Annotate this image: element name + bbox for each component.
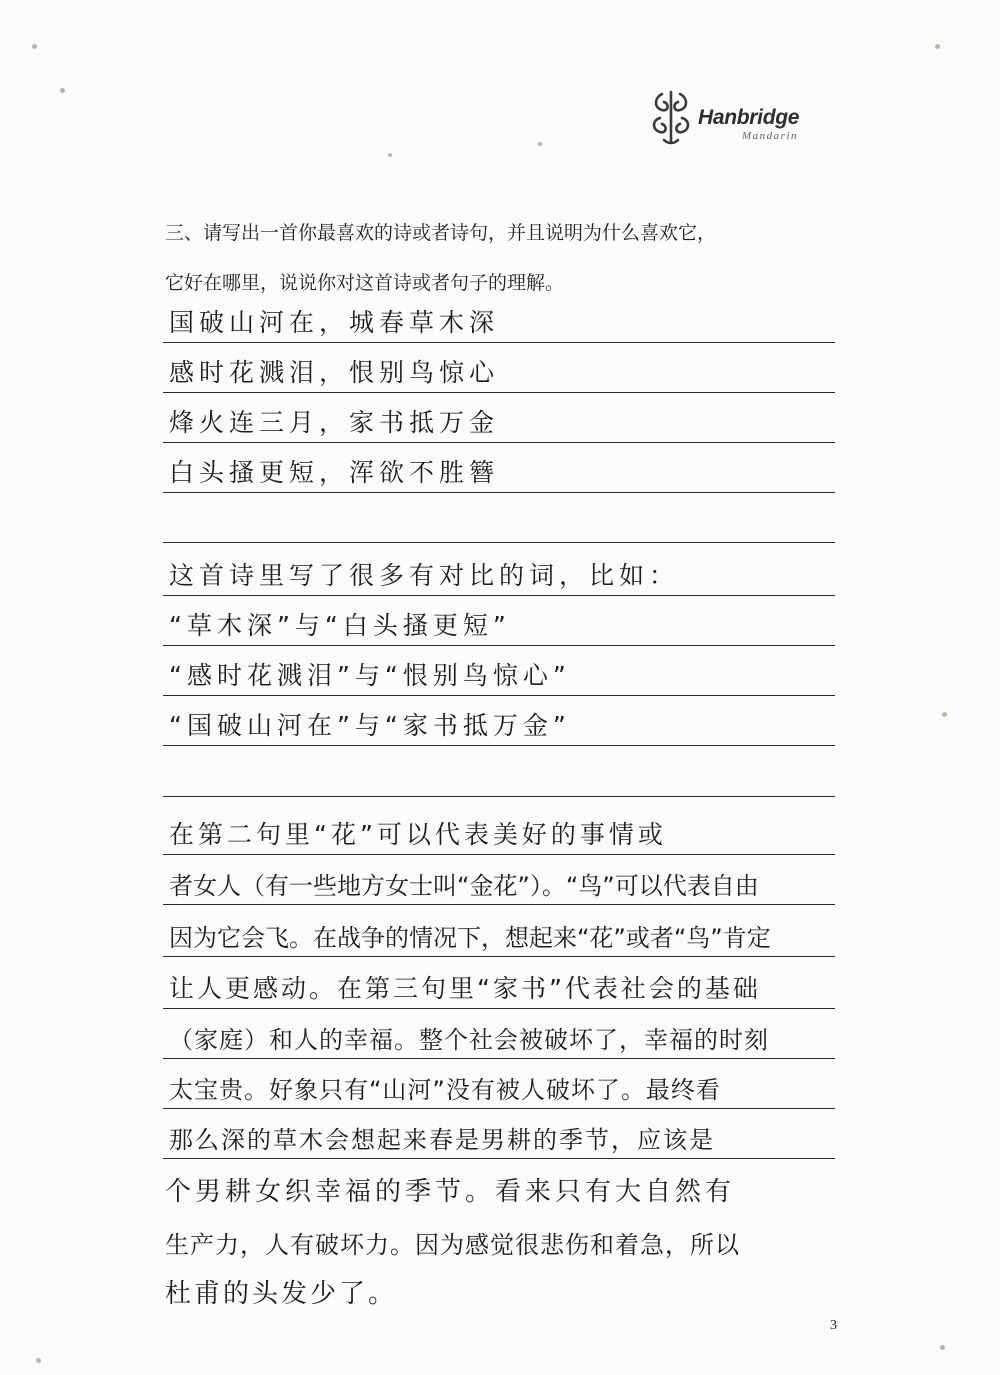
contrast-text: “草木深”与“白头搔更短” (169, 611, 511, 640)
note-line (163, 1170, 835, 1214)
essay-line (163, 810, 835, 855)
contrast-line (163, 701, 835, 746)
hanbridge-logo (648, 88, 828, 148)
question-line-2: 它好在哪里，说说你对这首诗或者句子的理解。 (165, 272, 565, 294)
page-number: 3 (830, 1318, 837, 1333)
note-text: 杜甫的头发少了。 (165, 1279, 398, 1309)
dust-speck (935, 44, 940, 49)
dust-speck (388, 153, 392, 157)
poem-line (163, 348, 835, 393)
dust-speck (36, 1358, 41, 1363)
contrast-line (163, 651, 835, 696)
brand-subtitle: Mandarin (742, 130, 798, 142)
contrast-line (163, 551, 835, 596)
poem-line (163, 398, 835, 443)
contrast-text: 这首诗里写了很多有对比的词，比如： (169, 561, 680, 590)
essay-text: 太宝贵。好象只有“山河”没有被人破坏了。最终看 (169, 1076, 721, 1104)
essay-line (163, 912, 835, 957)
contrast-text: “国破山河在”与“家书抵万金” (169, 711, 571, 740)
note-line (163, 1222, 835, 1266)
essay-line (163, 1114, 835, 1159)
poem-text: 感时花溅泪，恨别鸟惊心 (169, 358, 500, 387)
question-line-1: 三、请写出一首你最喜欢的诗或者诗句，并且说明为什么喜欢它， (165, 222, 717, 244)
blank-line (163, 498, 835, 543)
note-line (163, 1272, 835, 1316)
dust-speck (538, 142, 542, 146)
brand-name: Hanbridge (698, 106, 800, 129)
note-text: 个男耕女织幸福的季节。看来只有大自然有 (165, 1177, 736, 1207)
poem-text: 国破山河在，城春草木深 (169, 308, 500, 337)
dust-speck (60, 88, 65, 93)
ornament-icon (648, 88, 694, 146)
contrast-text: “感时花溅泪”与“恨别鸟惊心” (169, 661, 571, 690)
essay-text: 在第二句里“花”可以代表美好的事情或 (169, 820, 667, 849)
poem-line (163, 448, 835, 493)
dust-speck (32, 44, 37, 49)
blank-line (163, 752, 835, 797)
essay-text: 者女人（有一些地方女士叫“金花”）。“鸟”可以代表自由 (169, 872, 759, 900)
poem-text: 白头搔更短，浑欲不胜簪 (169, 458, 500, 487)
contrast-line (163, 601, 835, 646)
essay-line (163, 1014, 835, 1059)
essay-line (163, 860, 835, 905)
dust-speck (942, 712, 947, 717)
essay-line (163, 1064, 835, 1109)
essay-text: 让人更感动。在第三句里“家书”代表社会的基础 (169, 974, 761, 1003)
essay-line (163, 964, 835, 1009)
note-text: 生产力，人有破坏力。因为感觉很悲伤和着急，所以 (165, 1231, 740, 1259)
dust-speck (940, 1345, 945, 1350)
poem-text: 烽火连三月，家书抵万金 (169, 408, 500, 437)
poem-line (163, 298, 835, 343)
essay-text: （家庭）和人的幸福。整个社会被破坏了，幸福的时刻 (169, 1026, 769, 1054)
essay-text: 那么深的草木会想起来春是男耕的季节，应该是 (169, 1126, 715, 1154)
essay-text: 因为它会飞。在战争的情况下，想起来“花”或者“鸟”肯定 (169, 924, 771, 952)
